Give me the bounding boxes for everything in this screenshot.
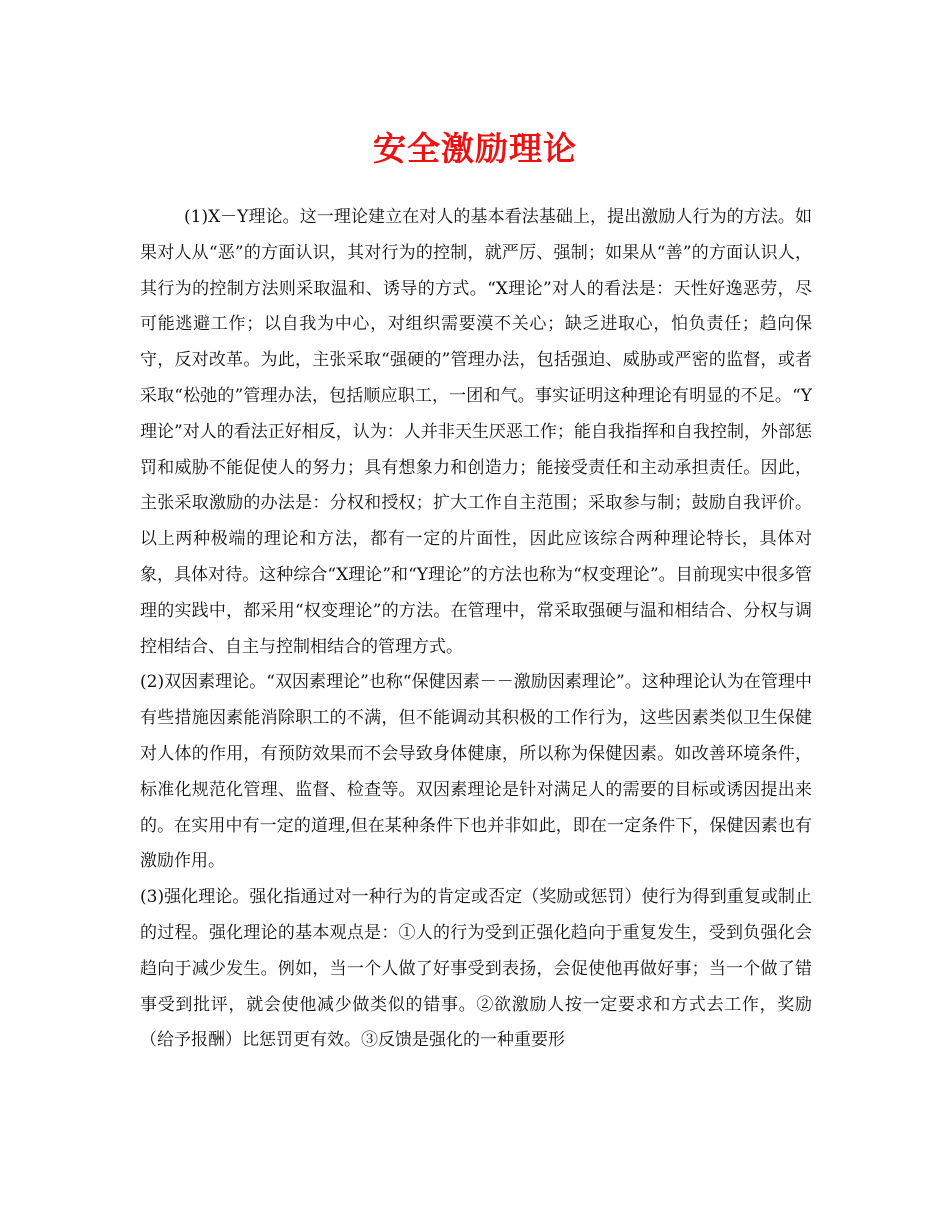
document-body	[140, 200, 812, 1059]
paragraph-xy-theory: (1)X－Y理论。这一理论建立在对人的基本看法基础上，提出激励人行为的方法。如果对人从“恶”的方面认识，其对行为的控制，就严厉、强制；如果从“善”的方面认识人，其行为的控制方法则采取温和、诱导的方式。“X理论”对人的看法是：天性好逸恶劳，尽可能逃避工作；以自我为中心，对组织需要漠不关心；缺乏进取心，怕负责任；趋向保守，反对改革。为此，主张采取“强硬的”管理办法，包括强迫、威胁或严密的监督，或者采取“松弛的”管理办法，包括顺应职工，一团和气。事实证明这种理论有明显的不足。“Y理论”对人的看法正好相反，认为：人并非天生厌恶工作；能自我指挥和自我控制，外部惩罚和威胁不能促使人的努力；具有想象力和创造力；能接受责任和主动承担责任。因此，主张采取激励的办法是：分权和授权；扩大工作自主范围；采取参与制；鼓励自我评价。以上两种极端的理论和方法，都有一定的片面性，因此应该综合两种理论特长，具体对象，具体对待。这种综合“X理论”和“Y理论”的方法也称为“权变理论”。目前现实中很多管理的实践中，都采用“权变理论”的方法。在管理中，常采取强硬与温和相结合、分权与调控相结合、自主与控制相结合的管理方式。	[140, 207, 812, 657]
paragraph-reinforcement-theory: (3)强化理论。强化指通过对一种行为的肯定或否定（奖励或惩罚）使行为得到重复或制止的过程。强化理论的基本观点是：①人的行为受到正强化趋向于重复发生，受到负强化会趋向于减少发生。例如，当一个人做了好事受到表扬，会促使他再做好事；当一个做了错事受到批评，就会使他减少做类似的错事。②欲激励人按一定要求和方式去工作，奖励（给予报酬）比惩罚更有效。③反馈是强化的一种重要形	[140, 887, 812, 1051]
paragraph-two-factor-theory: (2)双因素理论。“双因素理论”也称“保健因素－－激励因素理论”。这种理论认为在管理中有些措施因素能消除职工的不满，但不能调动其积极的工作行为，这些因素类似卫生保健对人体的作用，有预防效果而不会导致身体健康，所以称为保健因素。如改善环境条件，标准化规范化管理、监督、检查等。双因素理论是针对满足人的需要的目标或诱因提出来的。在实用中有一定的道理,但在某种条件下也并非如此，即在一定条件下，保健因素也有激励作用。	[140, 672, 812, 872]
page-title: 安全激励理论	[373, 129, 577, 168]
